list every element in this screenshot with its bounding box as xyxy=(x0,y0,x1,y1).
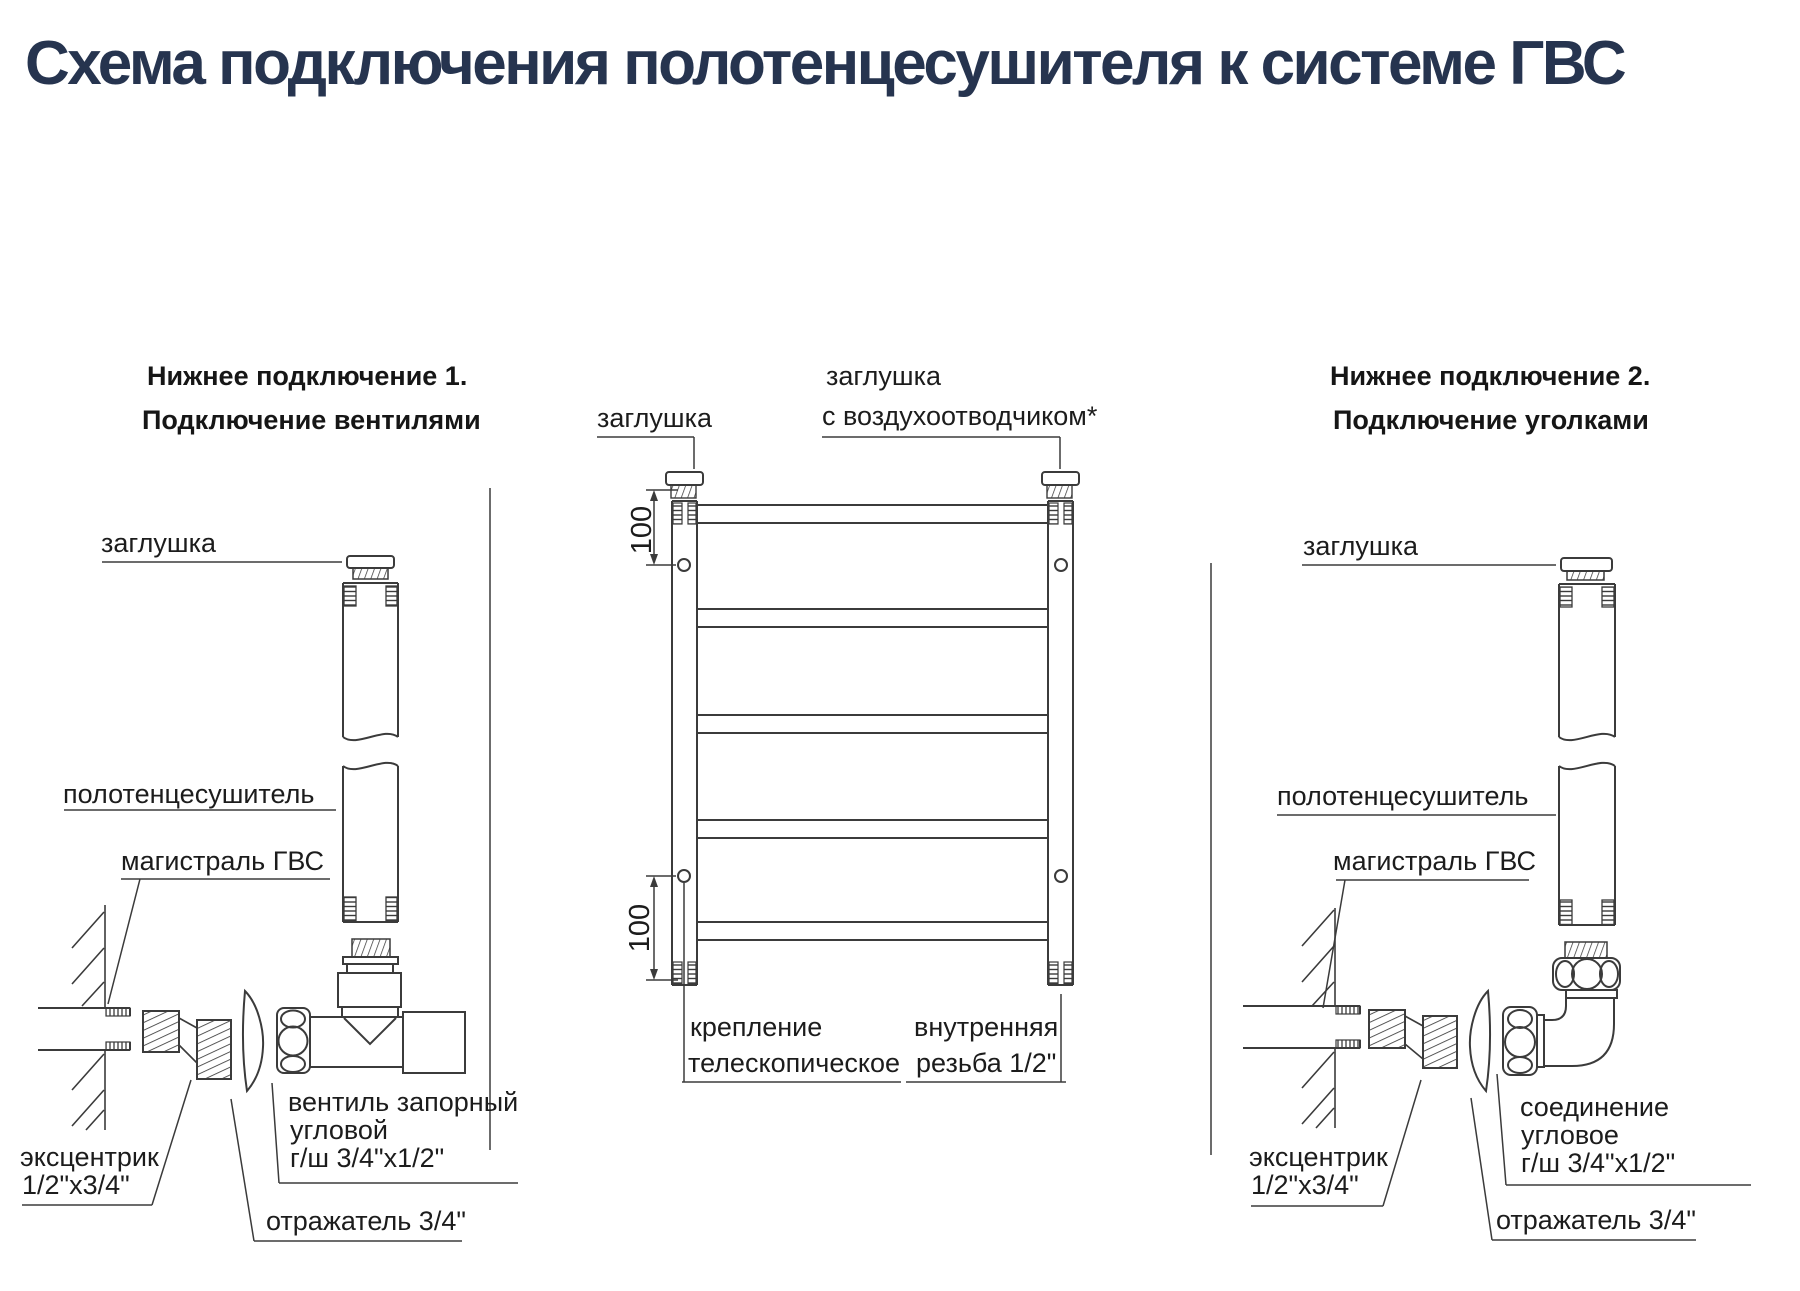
cap-plug xyxy=(347,556,394,579)
left-diagram xyxy=(22,556,518,1241)
corner-union xyxy=(1503,942,1620,1075)
center-label-cap: заглушка xyxy=(597,403,712,433)
left-label-valve-1: вентиль запорный xyxy=(288,1087,519,1117)
right-heading-1: Нижнее подключение 2. xyxy=(1330,361,1651,391)
left-label-hws-main: магистраль ГВС xyxy=(121,846,324,876)
wall xyxy=(1302,908,1335,1128)
left-label-reflector: отражатель 3/4" xyxy=(266,1206,466,1236)
eccentric-fitting xyxy=(143,1011,231,1079)
center-leader-lines xyxy=(597,437,1066,1082)
radiator-caps xyxy=(666,472,1079,498)
right-label-cap: заглушка xyxy=(1303,531,1418,561)
reflector-dome xyxy=(243,991,263,1091)
dimension-100-bottom: 100 xyxy=(624,903,656,953)
left-heading-2: Подключение вентилями xyxy=(142,405,481,435)
radiator-rungs xyxy=(697,505,1048,940)
angle-valve xyxy=(277,939,465,1073)
right-label-eccentric-2: 1/2"х3/4" xyxy=(1251,1170,1359,1200)
left-label-valve-2: угловой xyxy=(290,1115,388,1145)
center-label-thread-1: внутренняя xyxy=(914,1012,1059,1042)
right-label-hws-main: магистраль ГВС xyxy=(1333,846,1536,876)
left-label-valve-3: г/ш 3/4"х1/2" xyxy=(290,1143,445,1173)
right-label-towel-rail: полотенцесушитель xyxy=(1277,781,1529,811)
center-label-thread-2: резьба 1/2" xyxy=(916,1048,1057,1078)
hws-main-pipe xyxy=(38,1008,130,1050)
right-label-eccentric-1: эксцентрик xyxy=(1249,1142,1388,1172)
center-label-cap-air-2: с воздухоотводчиком* xyxy=(822,401,1098,431)
right-label-corner-2: угловое xyxy=(1521,1120,1619,1150)
center-diagram xyxy=(597,437,1079,1082)
right-label-corner-1: соединение xyxy=(1520,1092,1670,1122)
right-heading-2: Подключение уголками xyxy=(1333,405,1649,435)
left-label-towel-rail: полотенцесушитель xyxy=(63,779,315,809)
page-title: Схема подключения полотенцесушителя к системе ГВС xyxy=(25,29,1625,98)
cap-plug xyxy=(1561,558,1612,580)
right-label-reflector: отражатель 3/4" xyxy=(1496,1205,1696,1235)
left-label-cap: заглушка xyxy=(101,528,216,558)
dimension-100-top: 100 xyxy=(626,505,658,555)
radiator-posts xyxy=(672,501,1073,985)
center-label-mount-1: крепление xyxy=(690,1012,823,1042)
eccentric-fitting xyxy=(1369,1010,1457,1068)
reflector-dome xyxy=(1470,991,1490,1091)
center-label-mount-2: телескопическое xyxy=(688,1048,901,1078)
center-label-cap-air-1: заглушка xyxy=(826,361,941,391)
left-heading-1: Нижнее подключение 1. xyxy=(147,361,468,391)
left-label-eccentric-1: эксцентрик xyxy=(20,1142,159,1172)
left-leader-lines xyxy=(22,562,518,1241)
right-leader-lines xyxy=(1251,565,1751,1240)
right-diagram xyxy=(1243,558,1751,1240)
right-label-corner-3: г/ш 3/4"х1/2" xyxy=(1521,1148,1676,1178)
wall xyxy=(72,905,105,1130)
left-label-eccentric-2: 1/2"х3/4" xyxy=(22,1170,130,1200)
hws-main-pipe xyxy=(1243,1006,1360,1048)
mounting-holes xyxy=(678,559,1067,882)
towel-rail-pipe xyxy=(1559,584,1615,925)
towel-rail-pipe xyxy=(343,583,398,922)
